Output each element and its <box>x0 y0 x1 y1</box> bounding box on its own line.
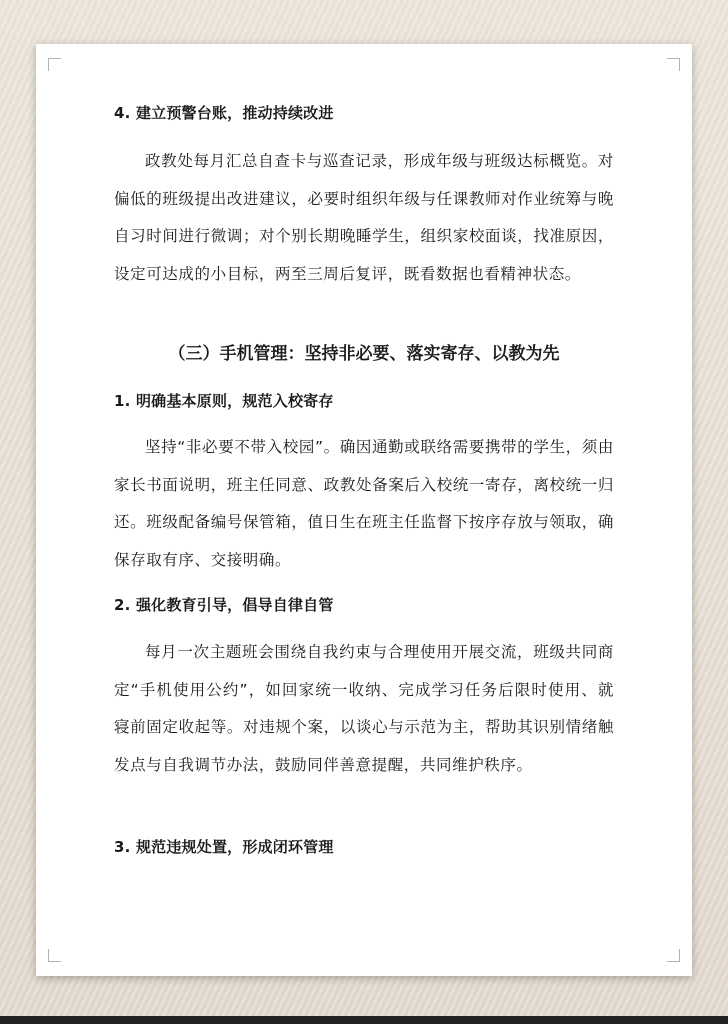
paragraph-education-guidance: 每月一次主题班会围绕自我约束与合理使用开展交流，班级共同商定“手机使用公约”，如回家统一收纳、完成学习任务后限时使用、就寝前固定收起等。对违规个案，以谈心与示范为主，帮助其识别情绪触发点与自我调节办法，鼓励同伴善意提醒，共同维护秩序。 <box>114 643 614 774</box>
crop-mark-top-left <box>48 58 61 71</box>
heading-education-guidance: 2. 强化教育引导，倡导自律自管 <box>114 596 334 614</box>
heading-early-warning: 4. 建立预警台账，推动持续改进 <box>114 104 334 122</box>
crop-mark-top-right <box>667 58 680 71</box>
bottom-edge-band <box>0 1016 728 1024</box>
heading-violation-handling: 3. 规范违规处置，形成闭环管理 <box>114 838 334 856</box>
document-page <box>36 44 692 976</box>
crop-mark-bottom-left <box>48 949 61 962</box>
section-title-phone-management: （三）手机管理：坚持非必要、落实寄存、以教为先 <box>168 344 560 364</box>
heading-basic-principles: 1. 明确基本原则，规范入校寄存 <box>114 392 334 410</box>
crop-mark-bottom-right <box>667 949 680 962</box>
paragraph-basic-principles: 坚持“非必要不带入校园”。确因通勤或联络需要携带的学生，须由家长书面说明，班主任同意、政教处备案后入校统一寄存，离校统一归还。班级配备编号保管箱，值日生在班主任监督下按序存放与领取，确保存取有序、交接明确。 <box>114 438 614 569</box>
paragraph-early-warning: 政教处每月汇总自查卡与巡查记录，形成年级与班级达标概览。对偏低的班级提出改进建议，必要时组织年级与任课教师对作业统筹与晚自习时间进行微调；对个别长期晚睡学生，组织家校面谈，找准原因，设定可达成的小目标，两至三周后复评，既看数据也看精神状态。 <box>114 152 614 283</box>
